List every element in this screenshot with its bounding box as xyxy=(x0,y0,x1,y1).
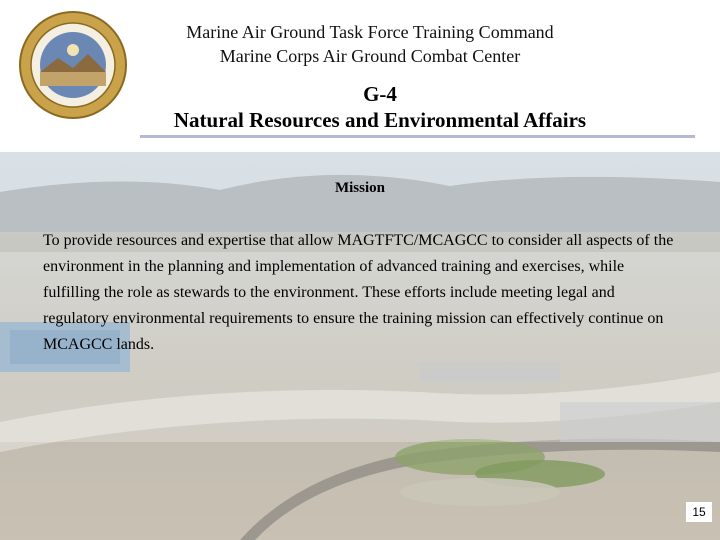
page-number: 15 xyxy=(686,502,712,522)
slide-title-line-2: Natural Resources and Environmental Affairs xyxy=(173,108,587,132)
mission-heading: Mission xyxy=(334,180,385,196)
org-line-2: Marine Corps Air Ground Combat Center xyxy=(219,46,521,66)
mission-statement: To provide resources and expertise that allow MAGTFTC/MCAGCC to consider all aspects of the environment in the planning and implementation of advanced training and exercises, while fulfilling the role as stewards to the environment. These efforts include meeting legal and regulatory environmental requirements to ensure the training mission can effectively continue on MCAGCC lands. xyxy=(43,232,674,353)
header-divider xyxy=(140,135,695,138)
slide-title-line-1: G-4 xyxy=(363,82,397,106)
org-line-1: Marine Air Ground Task Force Training Command xyxy=(186,22,554,42)
slide-header xyxy=(0,0,720,152)
